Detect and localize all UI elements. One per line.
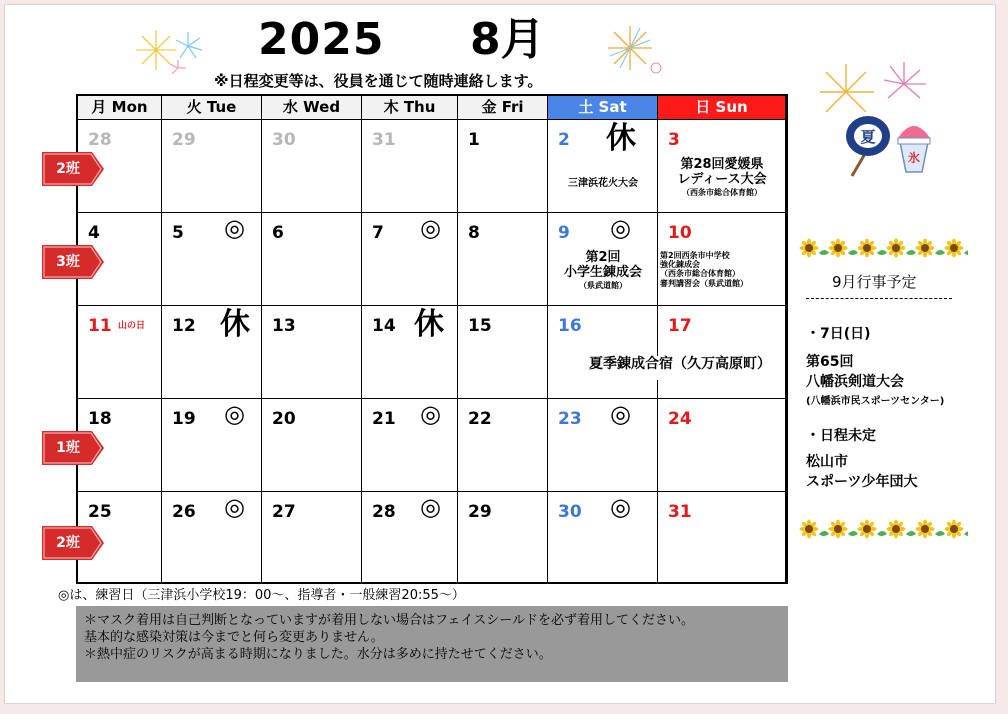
note-line: ＊熱中症のリスクが高まる時期になりました。水分は多めに持たせてください。 xyxy=(84,647,552,662)
event-date: ・日程未定 xyxy=(806,428,876,444)
event-label: 三津浜花火大会 xyxy=(568,178,638,189)
day-number: 28 xyxy=(372,502,396,522)
day-cell xyxy=(658,306,786,399)
event-line: レディース大会 xyxy=(677,171,767,187)
day-number: 31 xyxy=(668,502,692,522)
day-cell xyxy=(658,399,786,492)
rest-day-mark: 休 xyxy=(220,307,250,342)
sunflower-icon xyxy=(800,520,830,539)
day-cell xyxy=(458,306,548,399)
event-venue: (八幡浜市民スポーツセンター) xyxy=(806,396,945,407)
event-date: ・7日(日) xyxy=(806,326,871,342)
sunflower-icon xyxy=(916,239,946,258)
group-tag-label: 2班 xyxy=(56,161,80,177)
day-cell xyxy=(362,492,458,584)
day-number: 21 xyxy=(372,409,396,429)
day-cell xyxy=(458,492,548,584)
schedule-change-note: ※日程変更等は、役員を通じて随時連絡します。 xyxy=(214,72,543,90)
calendar-grid xyxy=(76,94,788,584)
day-number: 20 xyxy=(272,409,296,429)
day-cell xyxy=(362,120,458,213)
weekday-header: 月 Mon xyxy=(78,96,162,120)
event-name: 八幡浜剣道大会 xyxy=(806,374,904,390)
year-title: 2025 xyxy=(258,14,385,65)
group-tag-label: 1班 xyxy=(56,440,80,456)
day-number: 15 xyxy=(468,316,492,336)
event-line: 第2回 xyxy=(585,250,621,265)
weekday-header: 土 Sat xyxy=(548,96,658,120)
day-cell xyxy=(458,213,548,306)
day-number: 5 xyxy=(172,223,184,243)
divider xyxy=(806,298,952,299)
note-line: ＊マスク着用は自己判断となっていますが着用しない場合はフェイスシールドを必ず着用してください。 xyxy=(84,613,694,628)
day-cell xyxy=(658,492,786,584)
holiday-label: 山の日 xyxy=(118,321,146,331)
event-line: 審判講習会（県武道館） xyxy=(660,278,748,288)
day-number: 25 xyxy=(88,502,112,522)
practice-day-mark: ◎ xyxy=(610,400,631,428)
day-number: 29 xyxy=(468,502,492,522)
day-number: 30 xyxy=(272,130,296,150)
day-number: 19 xyxy=(172,409,196,429)
sunflower-icon xyxy=(829,239,859,258)
practice-legend: ◎は、練習日（三津浜小学校19：00～、指導者・一般練習20:55～） xyxy=(58,588,465,603)
day-cell xyxy=(458,399,548,492)
day-number: 14 xyxy=(372,316,396,336)
event-name: スポーツ少年団大 xyxy=(806,474,918,490)
practice-day-mark: ◎ xyxy=(224,493,245,521)
event-label xyxy=(660,251,784,288)
rest-day-mark: 休 xyxy=(606,121,636,156)
event-label: 夏季錬成合宿（久万高原町） xyxy=(580,356,780,372)
weekday-header: 木 Thu xyxy=(362,96,458,120)
event-line: 強化錬成会 xyxy=(660,260,700,270)
practice-day-mark: ◎ xyxy=(420,400,441,428)
day-number: 10 xyxy=(668,223,692,243)
day-number: 2 xyxy=(558,130,570,150)
day-cell xyxy=(548,120,658,213)
sunflower-icon xyxy=(887,239,917,258)
sunflower-decoration xyxy=(798,518,968,540)
day-cell xyxy=(548,399,658,492)
day-cell xyxy=(658,213,786,306)
event-line: 第2回西条市中学校 xyxy=(660,251,730,260)
day-number: 28 xyxy=(88,130,112,150)
weekday-header: 水 Wed xyxy=(262,96,362,120)
day-cell xyxy=(162,213,262,306)
sunflower-icon xyxy=(800,239,830,258)
event-line: 小学生錬成会 xyxy=(563,264,642,280)
event-name: 第65回 xyxy=(806,354,854,370)
practice-day-mark: ◎ xyxy=(224,400,245,428)
rest-day-mark: 休 xyxy=(414,307,444,342)
sunflower-icon xyxy=(858,239,888,258)
sunflower-icon xyxy=(829,520,859,539)
day-cell xyxy=(548,213,658,306)
fan-label: 夏 xyxy=(860,128,876,146)
event-venue: （西条市総合体育館） xyxy=(682,187,762,197)
practice-day-mark: ◎ xyxy=(420,214,441,242)
day-cell xyxy=(362,213,458,306)
day-cell xyxy=(162,492,262,584)
event-venue: （県武道館） xyxy=(579,280,627,290)
note-line: 基本的な感染対策は今までと何ら変更ありません。 xyxy=(84,630,384,645)
day-number: 29 xyxy=(172,130,196,150)
fan-icon xyxy=(840,112,892,178)
event-line: 第28回愛媛県 xyxy=(680,157,764,172)
group-tag-label: 2班 xyxy=(56,535,80,551)
practice-day-mark: ◎ xyxy=(610,493,631,521)
practice-day-mark: ◎ xyxy=(224,214,245,242)
day-cell xyxy=(262,306,362,399)
day-number: 18 xyxy=(88,409,112,429)
weekday-header: 日 Sun xyxy=(658,96,786,120)
day-number: 13 xyxy=(272,316,296,336)
sunflower-icon xyxy=(945,239,969,258)
day-cell xyxy=(362,306,458,399)
day-cell xyxy=(78,306,162,399)
day-cell xyxy=(162,120,262,213)
day-cell xyxy=(262,120,362,213)
group-tag xyxy=(42,431,104,465)
day-cell xyxy=(658,120,786,213)
event-name: 松山市 xyxy=(806,454,848,470)
firework-decoration-left xyxy=(130,22,210,78)
day-number: 23 xyxy=(558,409,582,429)
day-cell xyxy=(262,492,362,584)
day-number: 12 xyxy=(172,316,196,336)
sunflower-icon xyxy=(858,520,888,539)
practice-day-mark: ◎ xyxy=(420,493,441,521)
sunflower-icon xyxy=(945,520,969,539)
day-number: 17 xyxy=(668,316,692,336)
sunflower-decoration xyxy=(798,237,968,259)
weekday-header: 金 Fri xyxy=(458,96,548,120)
day-cell xyxy=(262,399,362,492)
day-number: 24 xyxy=(668,409,692,429)
day-number: 8 xyxy=(468,223,480,243)
day-number: 7 xyxy=(372,223,384,243)
day-cell xyxy=(362,399,458,492)
sunflower-icon xyxy=(887,520,917,539)
day-number: 3 xyxy=(668,130,680,150)
day-cell xyxy=(548,306,658,399)
day-number: 30 xyxy=(558,502,582,522)
shaved-ice-icon xyxy=(892,112,936,176)
day-cell xyxy=(262,213,362,306)
group-tag-label: 3班 xyxy=(56,254,80,270)
day-number: 4 xyxy=(88,223,100,243)
day-number: 26 xyxy=(172,502,196,522)
group-tag xyxy=(42,526,104,560)
day-number: 27 xyxy=(272,502,296,522)
notes-box xyxy=(76,606,788,682)
month-title: 8月 xyxy=(470,14,545,65)
day-cell xyxy=(162,306,262,399)
day-number: 11 xyxy=(88,316,112,336)
group-tag xyxy=(42,152,104,186)
day-number: 31 xyxy=(372,130,396,150)
event-label xyxy=(548,251,658,290)
event-label xyxy=(658,158,786,197)
group-tag xyxy=(42,245,104,279)
weekday-header: 火 Tue xyxy=(162,96,262,120)
event-venue: （西条市総合体育館） xyxy=(660,269,740,279)
day-number: 16 xyxy=(558,316,582,336)
sunflower-icon xyxy=(916,520,946,539)
day-cell xyxy=(458,120,548,213)
day-number: 9 xyxy=(558,223,570,243)
practice-day-mark: ◎ xyxy=(610,214,631,242)
day-cell xyxy=(548,492,658,584)
day-cell xyxy=(162,399,262,492)
september-events-title: 9月行事予定 xyxy=(832,273,917,291)
ice-label: 氷 xyxy=(907,151,921,165)
day-number: 6 xyxy=(272,223,284,243)
day-number: 1 xyxy=(468,130,480,150)
firework-decoration-right xyxy=(596,18,668,78)
day-number: 22 xyxy=(468,409,492,429)
